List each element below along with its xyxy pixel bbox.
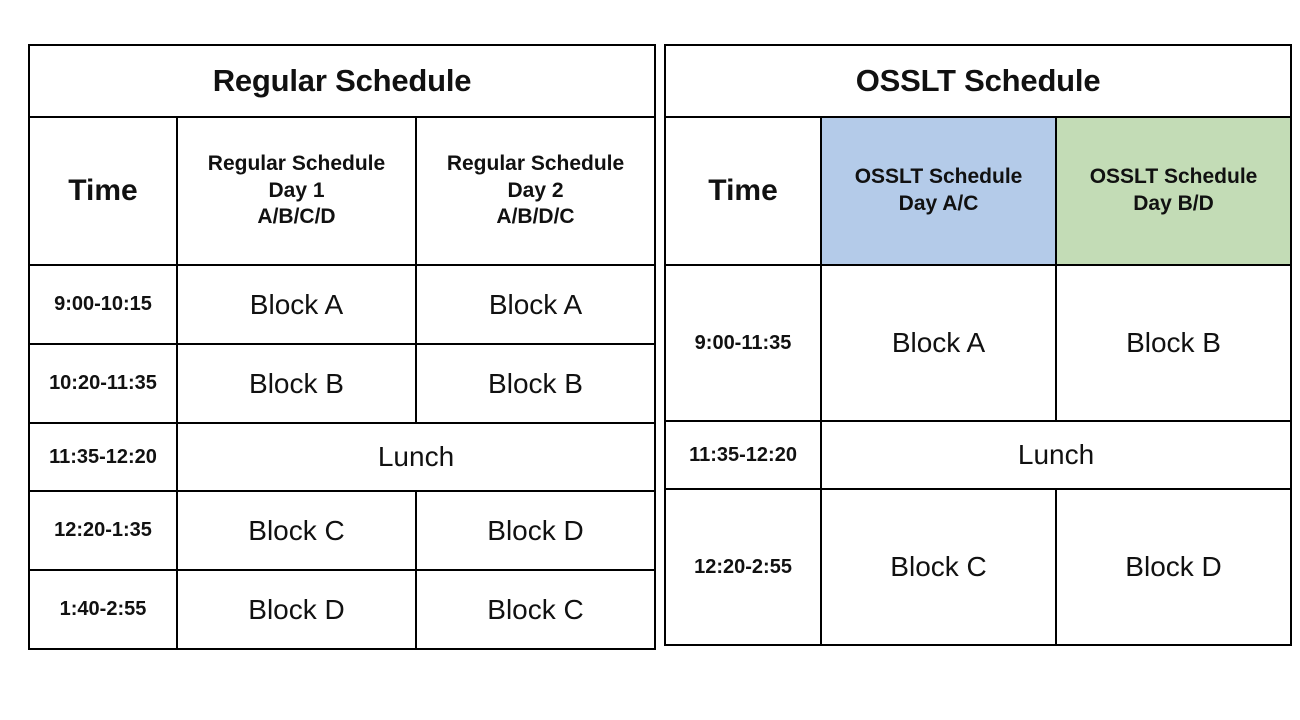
osslt-time-1: 9:00-11:35 — [665, 265, 821, 421]
osslt-header-day-ac — [821, 117, 1056, 265]
regular-time-2: 10:20-11:35 — [29, 344, 177, 423]
regular-lunch: Lunch — [177, 423, 655, 491]
regular-header-day2-line3: A/B/D/C — [496, 205, 575, 229]
regular-day2-block-4: Block D — [416, 491, 655, 570]
regular-header-day1-line2: Day 1 — [268, 178, 325, 202]
osslt-header-day-bd-line1: OSSLT Schedule — [1089, 165, 1258, 189]
osslt-bd-block-1: Block B — [1056, 265, 1291, 421]
table-row-lunch — [29, 423, 655, 491]
table-row — [665, 489, 1291, 645]
table-row-title — [29, 45, 655, 117]
table-row — [29, 491, 655, 570]
regular-header-day1 — [177, 117, 416, 265]
regular-day1-block-2: Block B — [177, 344, 416, 423]
regular-time-5: 1:40-2:55 — [29, 570, 177, 649]
osslt-header-day-ac-line2: Day A/C — [898, 192, 979, 215]
schedule-tables-container — [28, 44, 1280, 650]
regular-day1-block-4: Block C — [177, 491, 416, 570]
table-row — [29, 344, 655, 423]
regular-time-1: 9:00-10:15 — [29, 265, 177, 344]
osslt-lunch: Lunch — [821, 421, 1291, 489]
osslt-time-2: 11:35-12:20 — [665, 421, 821, 489]
table-row — [665, 265, 1291, 421]
table-row-header — [29, 117, 655, 265]
table-row-title — [665, 45, 1291, 117]
regular-time-3: 11:35-12:20 — [29, 423, 177, 491]
osslt-time-3: 12:20-2:55 — [665, 489, 821, 645]
osslt-header-day-bd-line2: Day B/D — [1133, 192, 1214, 215]
osslt-header-time: Time — [665, 117, 821, 265]
osslt-schedule-table — [664, 44, 1292, 646]
regular-header-day1-line1: Regular Schedule — [207, 151, 386, 175]
table-row — [29, 570, 655, 649]
regular-header-day2-line2: Day 2 — [507, 178, 564, 202]
regular-header-day2 — [416, 117, 655, 265]
regular-schedule-title: Regular Schedule — [29, 45, 655, 117]
regular-day2-block-2: Block B — [416, 344, 655, 423]
regular-schedule-table — [28, 44, 656, 650]
osslt-header-day-ac-line1: OSSLT Schedule — [854, 165, 1023, 189]
osslt-schedule-title: OSSLT Schedule — [665, 45, 1291, 117]
table-row — [29, 265, 655, 344]
osslt-header-day-bd — [1056, 117, 1291, 265]
osslt-bd-block-3: Block D — [1056, 489, 1291, 645]
regular-header-time: Time — [29, 117, 177, 265]
regular-day2-block-5: Block C — [416, 570, 655, 649]
regular-header-day2-line1: Regular Schedule — [446, 151, 625, 175]
table-row-lunch — [665, 421, 1291, 489]
osslt-ac-block-3: Block C — [821, 489, 1056, 645]
regular-day1-block-1: Block A — [177, 265, 416, 344]
regular-day2-block-1: Block A — [416, 265, 655, 344]
osslt-ac-block-1: Block A — [821, 265, 1056, 421]
regular-header-day1-line3: A/B/C/D — [257, 205, 336, 229]
regular-time-4: 12:20-1:35 — [29, 491, 177, 570]
table-row-header — [665, 117, 1291, 265]
regular-day1-block-5: Block D — [177, 570, 416, 649]
